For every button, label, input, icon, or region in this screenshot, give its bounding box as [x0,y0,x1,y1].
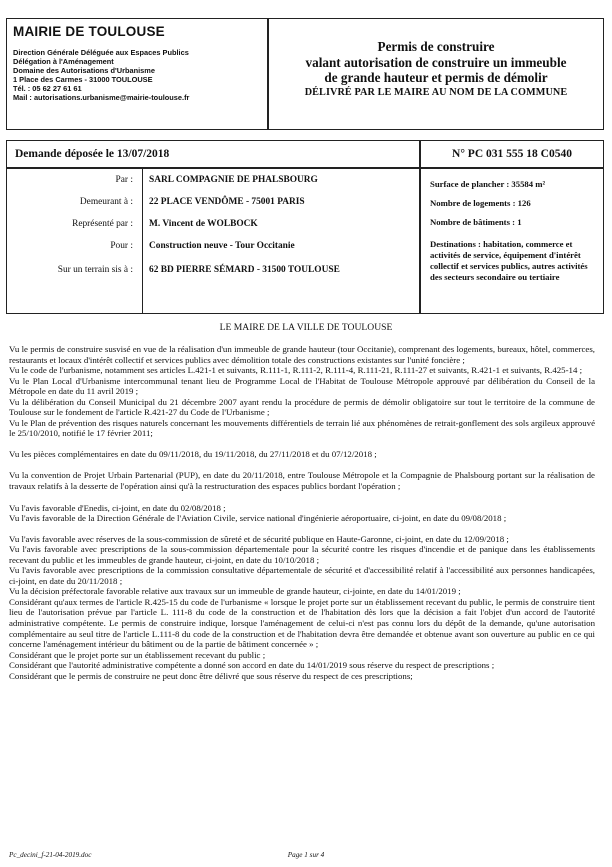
paragraph: Considérant que le permis de construire ne peut donc être délivré que sous réserve du respect de ces prescriptions; [9,670,413,681]
org-title: MAIRIE DE TOULOUSE [13,24,165,39]
applicant-block [6,168,420,314]
paragraph: Vu l'avis favorable avec prescriptions de la sous-commission départementale pour la sécurité contre les risques d'incendie et de panique dans les établissements recevant du public et les immeubles de grande hauteur, ci-joint, en date du 10/10/2018 ; [9,544,595,565]
paragraph: Vu le permis de construire susvisé en vue de la réalisation d'un immeuble de grande hauteur (tour Occitanie), comprenant des logements, bureaux, hôtel, commerces, restaurants et locaux d'intérêt collectif et services publics avec démolition totale des constructions existantes sur l'unité foncière ; [9,344,595,365]
building-count: Nombre de bâtiments : 1 [430,216,522,227]
paragraph: Vu l'avis favorable de la Direction Générale de l'Aviation Civile, service national d'ingénierie aéroportuaire, ci-joint, en date du 09/08/2018 ; [9,513,507,524]
applicant-value: SARL COMPAGNIE DE PHALSBOURG [149,175,318,185]
applicant-label: Pour : [110,241,133,251]
permit-title-line: Permis de construire [377,39,495,54]
paragraph: Vu la décision préfectorale favorable relative aux travaux sur un immeuble de grande hauteur, ci-jointe, en date du 14/01/2019 ; [9,586,461,597]
applicant-label: Demeurant à : [79,197,133,207]
document-body [9,344,595,681]
address-line: Mail : autorisations.urbanisme@mairie-toulouse.fr [13,93,190,103]
paragraph: Vu le Plan de prévention des risques naturels concernant les mouvements différentiels de terrain lié aux phénomènes de retrait-gonflement des sols argileux approuvé le 25/10/2010, notifié le 17 février 2011; [9,417,595,439]
project-details [420,168,604,314]
paragraph: Vu la délibération du Conseil Municipal du 21 décembre 2007 ayant rendu la procédure de permis de démolir obligatoire sur tout le territoire de la commune de Toulouse sur le fondement de l'article R.421-27 du Code de l'Urbanisme ; [9,396,595,418]
paragraph: Vu l'avis favorable avec prescriptions de la commission consultative départementale de sécurité et d'accessibilité relatif à l'accessibilité aux personnes handicapées, ci-joint, en date du 20/11/2018 ; [9,565,595,586]
address-line: Domaine des Autorisations d'Urbanisme [13,66,155,76]
applicant-value: 22 PLACE VENDÔME - 75001 PARIS [149,197,305,207]
footer-page-number: Page 1 sur 4 [287,851,325,859]
applicant-label: Sur un terrain sis à : [57,265,133,275]
paragraph: Vu le code de l'urbanisme, notamment ses articles L.421-1 et suivants, R.111-1, R.111-2, R.111-4, R.111-21, R.111-27 et suivants, R.421-1 et suivants, R.425-14 ; [9,365,583,376]
address-line: Direction Générale Déléguée aux Espaces Publics [13,48,189,57]
paragraph: Vu les pièces complémentaires en date du 09/11/2018, du 19/11/2018, du 27/11/2018 et du 07/12/2018 ; [9,448,377,459]
address-line: Tél. : 05 62 27 61 61 [13,84,82,94]
footer-filename: Pc_decini_f-21-04-2019.doc [9,851,92,859]
permit-title-block [268,18,604,130]
paragraph: Vu l'avis favorable d'Enedis, ci-joint, en date du 02/08/2018 ; [9,502,226,513]
address-line: 1 Place des Carmes - 31000 TOULOUSE [13,75,153,85]
issuer-block [6,18,268,130]
permit-number: N° PC 031 555 18 C0540 [420,140,604,168]
surface-value: Surface de plancher : 35584 m² [430,179,546,189]
paragraph: Considérant que l'autorité administrative compétente a donné son accord en date du 14/01/2019 sous réserve du respect de prescriptions ; [9,660,495,671]
request-date: Demande déposée le 13/07/2018 [6,140,420,168]
paragraph: Vu le Plan Local d'Urbanisme intercommunal tenant lieu de Programme Local de l'Habitat de Toulouse Métropole approuvé par délibération du Conseil de la Métropole en date du 11 avril 2019 ; [9,375,595,397]
address-line: Délégation à l'Aménagement [13,57,114,67]
paragraph: Considérant qu'aux termes de l'article R.425-15 du code de l'urbanisme « lorsque le projet porte sur un établissement recevant du public, le permis de construire tient lieu de l'autorisation prévue par l'article L. 111-8 du code de la construction et de l'habitation dès lors que la décision a fait l'objet d'un accord de l'autorité administrative compétente. Le permis de construire indique, lorsque l'aménagement de celui-ci n'est pas connu lors du dépôt de la demande, qu'une autorisation complémentaire au seul titre de l'article L.111-8 du code de la construction et de l'habitation devra être demandée et obtenue avant son ouverture au public en ce qui concerne l'aménagement intérieur du bâtiment ou de la partie de bâtiment concernée » ; [9,596,595,650]
issuer-address [13,48,261,103]
section-title: LE MAIRE DE LA VILLE DE TOULOUSE [219,322,393,333]
paragraph: Vu l'avis favorable avec réserves de la sous-commission de sûreté et de sécurité publique en Haute-Garonne, ci-joint, en date du 12/09/2018 ; [9,533,509,544]
paragraph: Considérant que le projet porte sur un établissement recevant du public ; [9,649,266,660]
permit-title-line: de grande hauteur et permis de démolir [324,70,548,85]
permit-subtitle: DÉLIVRÉ PAR LE MAIRE AU NOM DE LA COMMUNE [304,86,568,98]
column-divider [142,169,143,313]
applicant-value: 62 BD PIERRE SÉMARD - 31500 TOULOUSE [149,265,340,275]
permit-title-line: valant autorisation de construire un immeuble [305,54,567,70]
destinations: Destinations : habitation, commerce et activités de service, équipement d'intérêt collectif et services publics, autres activités des secteurs secondaire ou tertiaire [430,239,588,282]
applicant-value: Construction neuve - Tour Occitanie [149,241,295,251]
applicant-label: Par : [115,175,133,185]
housing-count: Nombre de logements : 126 [430,197,531,208]
paragraph: Vu la convention de Projet Urbain Partenarial (PUP), en date du 20/11/2018, entre Toulouse Métropole et la Compagnie de Phalsbourg portant sur la réalisation de travaux relatifs à la desserte de l'opération ainsi qu'à la restructuration des espaces publics bordant l'opération ; [9,470,595,492]
applicant-label: Représenté par : [72,219,133,229]
applicant-value: M. Vincent de WOLBOCK [149,219,258,229]
